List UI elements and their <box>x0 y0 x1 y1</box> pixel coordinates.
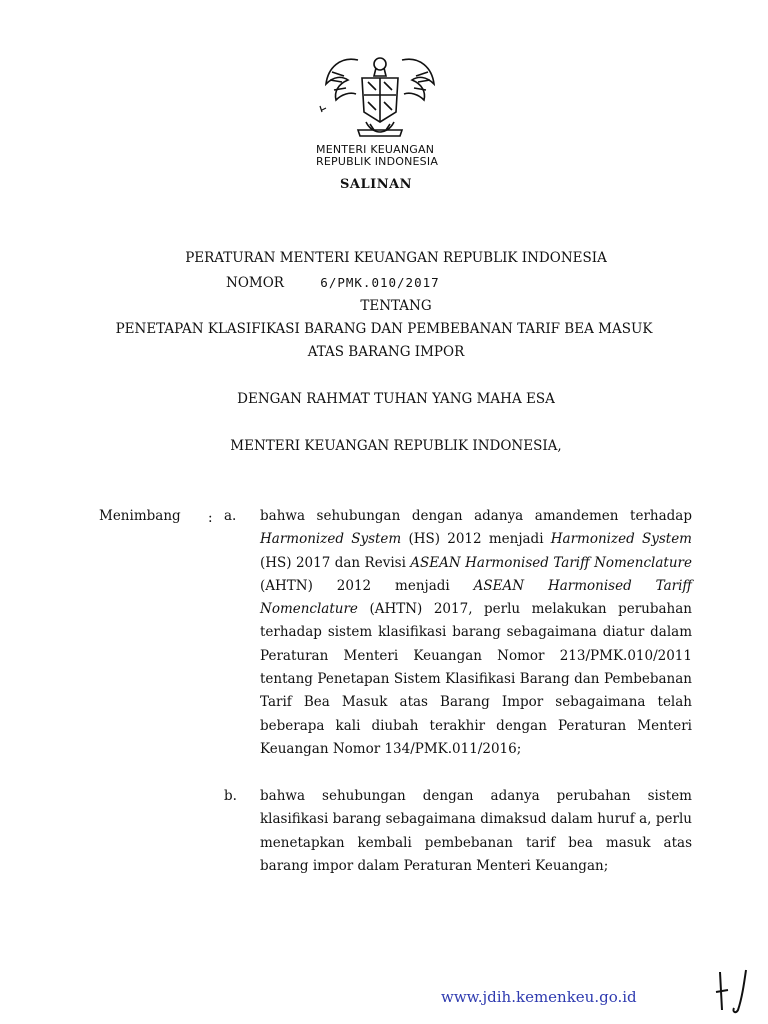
ministry-heading <box>316 144 516 168</box>
nomor-value: 6/PMK.010/2017 <box>320 275 440 290</box>
subject-line-2: ATAS BARANG IMPOR <box>307 344 465 360</box>
italic-term: ASEAN Harmonised Tariff Nomenclature <box>260 577 692 618</box>
regulation-title: PERATURAN MENTERI KEUANGAN REPUBLIK INDONESIA <box>185 250 607 266</box>
item-marker-a: a. <box>224 508 237 524</box>
garuda-emblem-icon <box>318 50 442 140</box>
considering-colon: : <box>208 510 213 526</box>
rahmat-heading: DENGAN RAHMAT TUHAN YANG MAHA ESA <box>237 391 555 407</box>
paragraph-text: bahwa sehubungan dengan adanya perubahan sistem klasifikasi barang sebagaimana dimaksud dalam huruf a, perlu menetapkan kembali pembebanan tarif bea masuk atas barang impor dalam Peraturan Menteri Keuangan; <box>260 788 692 874</box>
ministry-line-2: REPUBLIK INDONESIA <box>316 155 439 168</box>
italic-term: Harmonized System <box>260 531 402 548</box>
considering-item-a <box>260 505 692 761</box>
nomor-label: NOMOR <box>226 275 284 291</box>
menteri-heading: MENTERI KEUANGAN REPUBLIK INDONESIA, <box>230 438 562 454</box>
ministry-line-1: MENTERI KEUANGAN <box>316 143 435 156</box>
considering-label: Menimbang <box>99 508 181 524</box>
item-marker-b: b. <box>224 788 237 804</box>
paragraph-text: (HS) 2017 dan Revisi <box>260 554 411 571</box>
paragraph-text: bahwa sehubungan dengan adanya amandemen terhadap <box>260 508 692 524</box>
considering-item-b <box>260 785 692 878</box>
italic-term: ASEAN Harmonised Tariff Nomenclature <box>410 554 692 571</box>
footer-url-link[interactable]: www.jdih.kemenkeu.go.id <box>441 988 637 1006</box>
subject-line-1: PENETAPAN KLASIFIKASI BARANG DAN PEMBEBANAN TARIF BEA MASUK <box>115 321 653 337</box>
paragraph-text: (AHTN) 2017, perlu melakukan perubahan terhadap sistem klasifikasi barang sebagaimana diatur dalam Peraturan Menteri Keuangan Nomor 213/PMK.010/2011 tentang Penetapan Sistem Klasifikasi Barang dan Pembebanan Tarif Bea Masuk atas Barang Impor sebagaimana telah beberapa kali diubah terakhir dengan Peraturan Menteri Keuangan Nomor 134/PMK.011/2016; <box>260 601 692 757</box>
tentang-label: TENTANG <box>360 298 432 314</box>
paragraph-text: (AHTN) 2012 menjadi <box>260 577 474 594</box>
handwritten-initial-icon <box>712 966 756 1016</box>
italic-term: Harmonized System <box>550 531 692 548</box>
copy-label: SALINAN <box>340 177 413 192</box>
paragraph-text: (HS) 2012 menjadi <box>401 531 551 548</box>
regulation-number <box>226 275 440 291</box>
